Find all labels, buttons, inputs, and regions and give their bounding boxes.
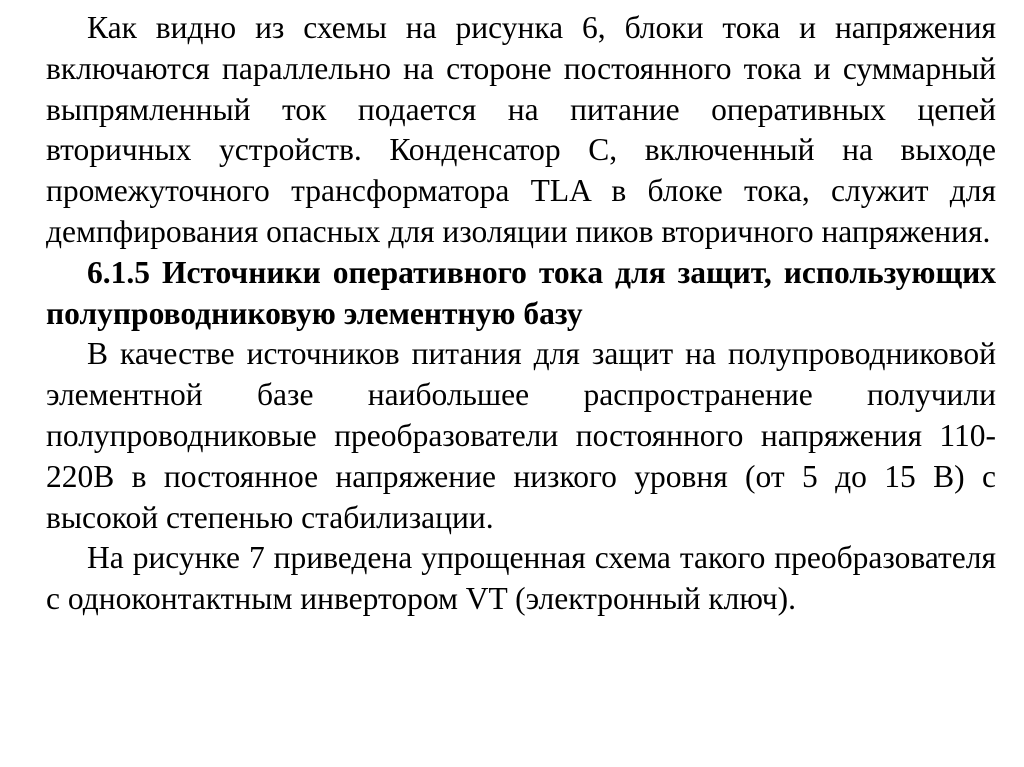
paragraph-2: В качестве источников питания для защит на полупроводниковой элементной базе наибольшее распространение получили полупроводниковые преобразователи постоянного напряжения 110-220В в постоянное напряжение низкого уровня (от 5 до 15 В) с высокой степенью стабилизации. [46, 336, 996, 535]
section-heading: 6.1.5 Источники оперативного тока для защит, использующих полупроводниковую элементную базу [46, 254, 996, 331]
paragraph-1: Как видно из схемы на рисунка 6, блоки тока и напряжения включаются параллельно на стороне постоянного тока и суммарный выпрямленный ток подается на питание оперативных цепей вторичных устройств. Конденсатор С, включенный на выходе промежуточного трансформатора TLA в блоке тока, служит для демпфирования опасных для изоляции пиков вторичного напряжения. [46, 10, 996, 249]
document-page [46, 8, 996, 620]
paragraph-3: На рисунке 7 приведена упрощенная схема такого преобразователя с одноконтактным инвертором VT (электронный ключ). [46, 540, 996, 617]
